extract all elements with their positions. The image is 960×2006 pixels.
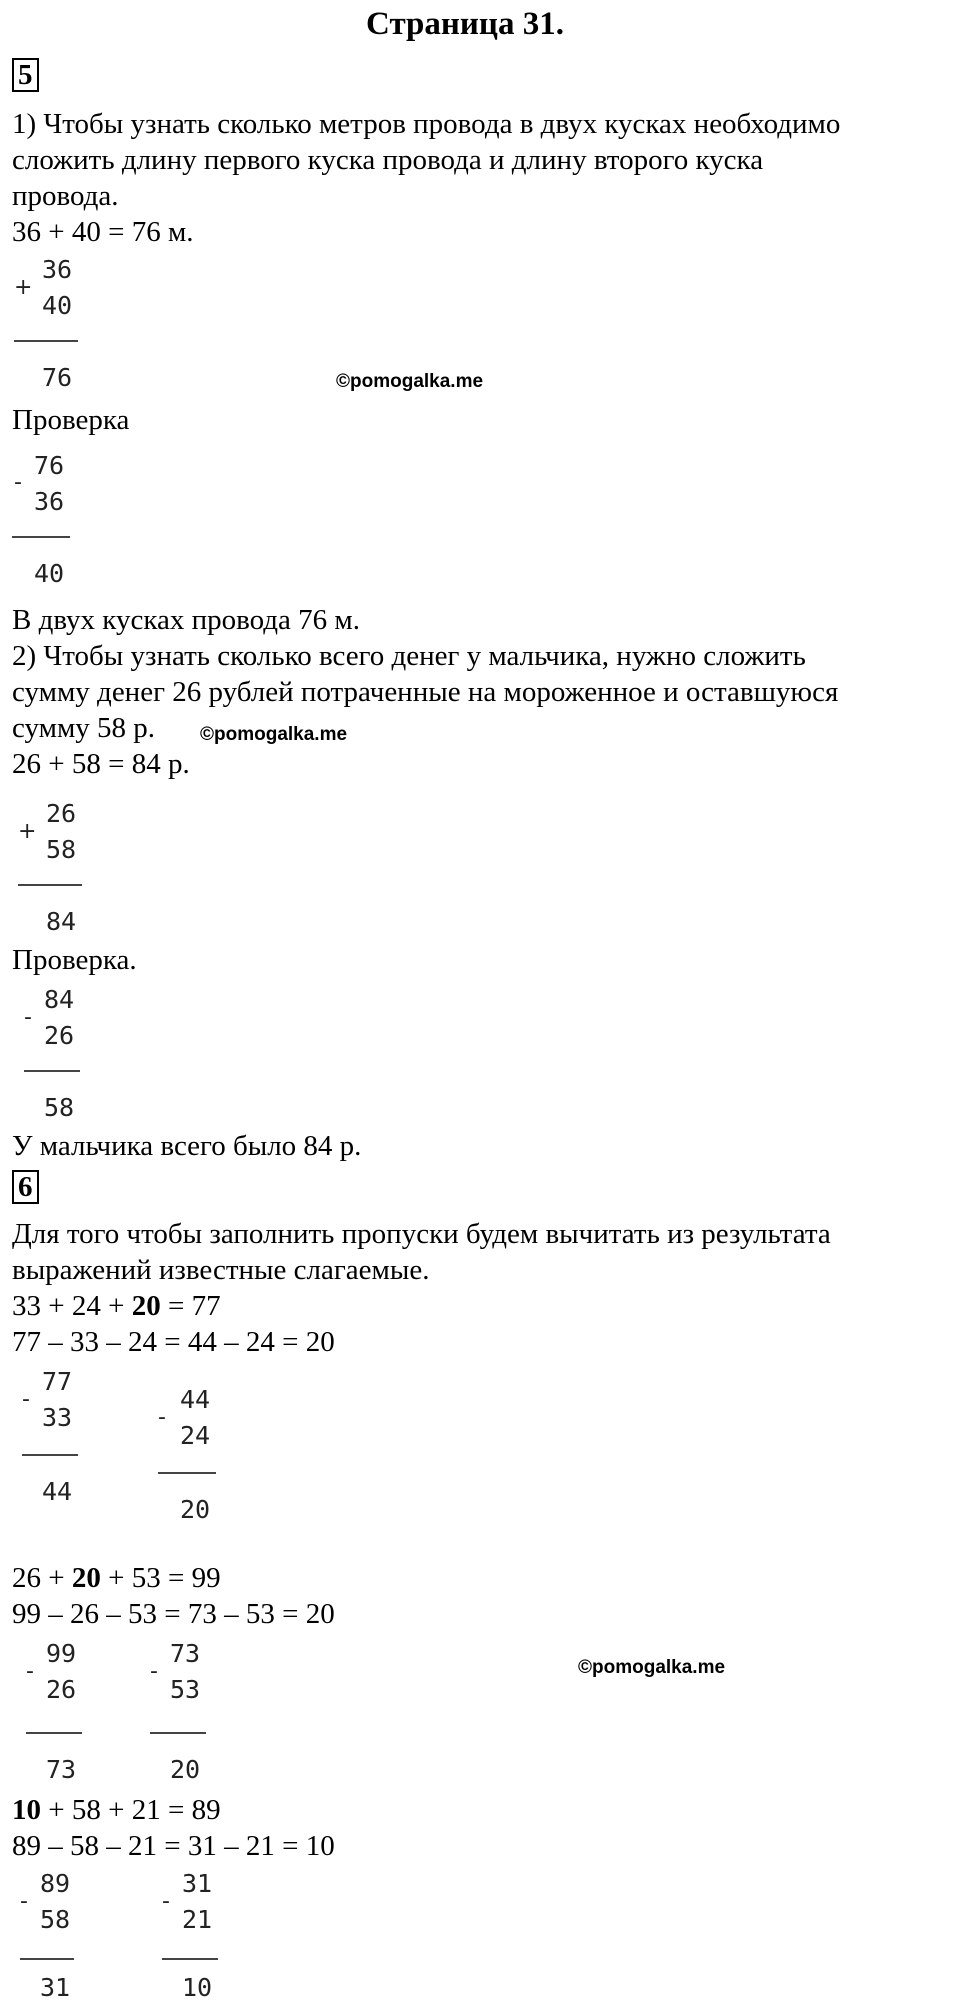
column-sign: - [162, 1889, 170, 1914]
solution-5: 89 – 58 – 21 = 31 – 21 = 10 [12, 1830, 335, 1862]
column-line [22, 1454, 78, 1456]
column-line [26, 1732, 82, 1734]
task-5-line-1: 1) Чтобы узнать сколько метров провода в двух кусках необходимо [12, 108, 841, 140]
watermark: ©pomogalka.me [200, 724, 348, 745]
column-sign: - [14, 470, 22, 495]
column-result: 76 [42, 363, 73, 392]
column-line [18, 884, 82, 886]
answer-1: В двух кусках провода 76 м. [12, 604, 361, 636]
column-result: 40 [34, 559, 65, 588]
column-operand-1: 73 [170, 1639, 201, 1668]
column-sign: - [158, 1405, 166, 1430]
equation-4-start: 26 + [12, 1562, 72, 1594]
column-result: 73 [46, 1755, 77, 1784]
task-5-number: 5 [12, 58, 39, 92]
column-result: 58 [44, 1093, 75, 1122]
column-result: 44 [42, 1477, 73, 1506]
column-sign: - [150, 1659, 158, 1684]
task-6-line-2: выражений известные слагаемые. [12, 1254, 430, 1286]
column-line [20, 1958, 74, 1960]
column-line [12, 536, 70, 538]
equation-2: 26 + 58 = 84 р. [12, 748, 190, 780]
equation-4-missing-term: 20 [71, 1562, 101, 1594]
task-5-part2-line-3: сумму 58 р. [12, 712, 156, 744]
column-line [150, 1732, 206, 1734]
task-6-number: 6 [12, 1170, 39, 1204]
equation-1: 36 + 40 = 76 м. [12, 216, 194, 248]
column-operand-2: 53 [170, 1675, 201, 1704]
column-operand-1: 26 [46, 799, 77, 828]
check-label-2: Проверка. [12, 944, 137, 976]
column-sign: + [14, 275, 33, 300]
column-operand-2: 36 [34, 487, 65, 516]
column-operand-2: 26 [44, 1021, 75, 1050]
column-operand-2: 21 [182, 1905, 213, 1934]
column-operand-2: 58 [46, 835, 77, 864]
column-sign: - [20, 1889, 28, 1914]
task-5-part2-line-2: сумму денег 26 рублей потраченные на мороженное и оставшуюся [12, 676, 839, 708]
equation-3-end: = 77 [160, 1290, 221, 1322]
column-sign: + [18, 819, 37, 844]
column-result: 84 [46, 907, 77, 936]
watermark: ©pomogalka.me [578, 1657, 726, 1678]
column-result: 31 [40, 1973, 71, 2002]
column-result: 20 [170, 1755, 201, 1784]
task-6-line-1: Для того чтобы заполнить пропуски будем вычитать из результата [12, 1218, 831, 1250]
task-5-line-3: провода. [12, 180, 119, 212]
column-result: 20 [180, 1495, 211, 1524]
equation-4-end: + 53 = 99 [100, 1562, 221, 1594]
column-operand-1: 84 [44, 985, 75, 1014]
equation-5-end: + 58 + 21 = 89 [41, 1794, 221, 1826]
task-5-line-2: сложить длину первого куска провода и длину второго куска [12, 144, 764, 176]
task-5-part2-line-1: 2) Чтобы узнать сколько всего денег у мальчика, нужно сложить [12, 640, 806, 672]
column-operand-2: 58 [40, 1905, 71, 1934]
column-operand-1: 31 [182, 1869, 213, 1898]
answer-2: У мальчика всего было 84 р. [12, 1130, 362, 1162]
column-line [24, 1070, 80, 1072]
column-operand-1: 76 [34, 451, 65, 480]
equation-3 [12, 1288, 221, 1324]
equation-3-start: 33 + 24 + [12, 1290, 132, 1322]
column-sign: - [24, 1005, 32, 1030]
solution-4: 99 – 26 – 53 = 73 – 53 = 20 [12, 1598, 335, 1630]
check-label-1: Проверка [12, 404, 130, 436]
column-operand-1: 89 [40, 1869, 71, 1898]
column-operand-1: 44 [180, 1385, 211, 1414]
column-operand-2: 24 [180, 1421, 211, 1450]
column-operand-1: 36 [42, 255, 73, 284]
equation-3-missing-term: 20 [131, 1290, 161, 1322]
watermark: ©pomogalka.me [336, 371, 484, 392]
column-operand-1: 99 [46, 1639, 77, 1668]
column-operand-2: 26 [46, 1675, 77, 1704]
column-sign: - [26, 1659, 34, 1684]
column-operand-2: 33 [42, 1403, 73, 1432]
equation-5 [12, 1792, 221, 1828]
solution-3: 77 – 33 – 24 = 44 – 24 = 20 [12, 1326, 335, 1358]
equation-4 [12, 1560, 221, 1596]
column-line [14, 340, 78, 342]
page-title: Страница 31. [366, 6, 564, 42]
column-line [158, 1472, 216, 1474]
column-result: 10 [182, 1973, 213, 2002]
equation-5-missing-term: 10 [12, 1794, 41, 1826]
column-sign: - [22, 1387, 30, 1412]
column-line [162, 1958, 218, 1960]
column-operand-2: 40 [42, 291, 73, 320]
column-operand-1: 77 [42, 1367, 73, 1396]
